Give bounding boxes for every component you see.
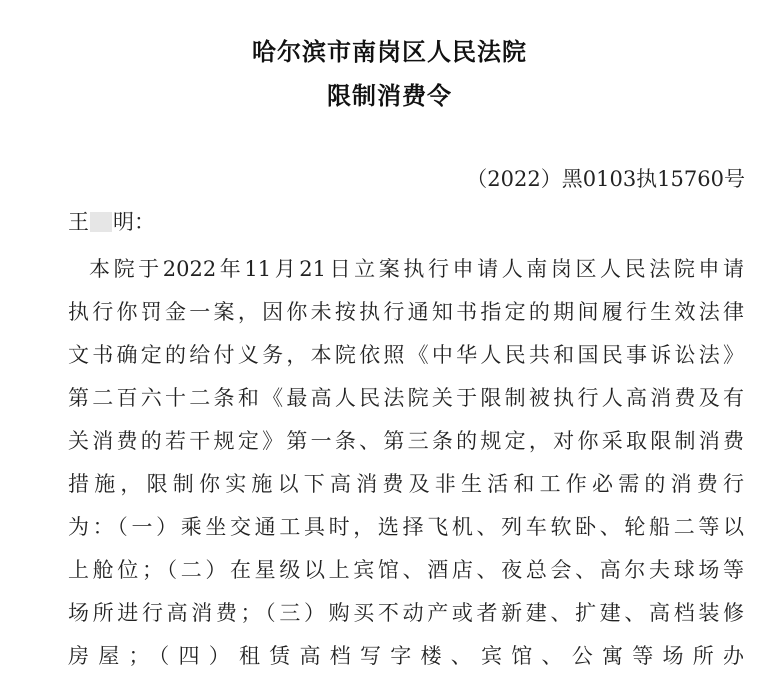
body-line-3: 文书确定的给付义务，本院依照《中华人民共和国民事诉讼法》 [68,343,744,367]
addressee-surname: 王 [68,210,89,234]
case-number: （2022）黑0103执15760号 [466,167,745,191]
body-line-4: 第二百六十二条和《最高人民法院关于限制被执行人高消费及有 [68,386,744,410]
document-title: 限制消费令 [327,82,452,110]
body-line-7: 为：（一）乘坐交通工具时，选择飞机、列车软卧、轮船二等以 [68,515,744,539]
body-line-5: 关消费的若干规定》第一条、第三条的规定，对你采取限制消费 [68,429,744,453]
body-line-9: 场所进行高消费；（三）购买不动产或者新建、扩建、高档装修 [68,601,744,625]
body-line-1: 本院于2022年11月21日立案执行申请人南岗区人民法院申请 [89,257,744,281]
body-line-2: 执行你罚金一案，因你未按执行通知书指定的期间履行生效法律 [68,300,744,324]
court-name: 哈尔滨市南岗区人民法院 [252,38,527,66]
addressee [68,206,155,236]
addressee-name-end: 明： [113,210,155,234]
body-line-6: 措施，限制你实施以下高消费及非生活和工作必需的消费行 [68,472,744,496]
redaction-icon [90,212,112,232]
body-line-8: 上舱位；（二）在星级以上宾馆、酒店、夜总会、高尔夫球场等 [68,558,744,582]
body-line-10: 房屋；（四）租赁高档写字楼、宾馆、公寓等场所办 [68,644,744,668]
body-paragraph [68,248,744,678]
